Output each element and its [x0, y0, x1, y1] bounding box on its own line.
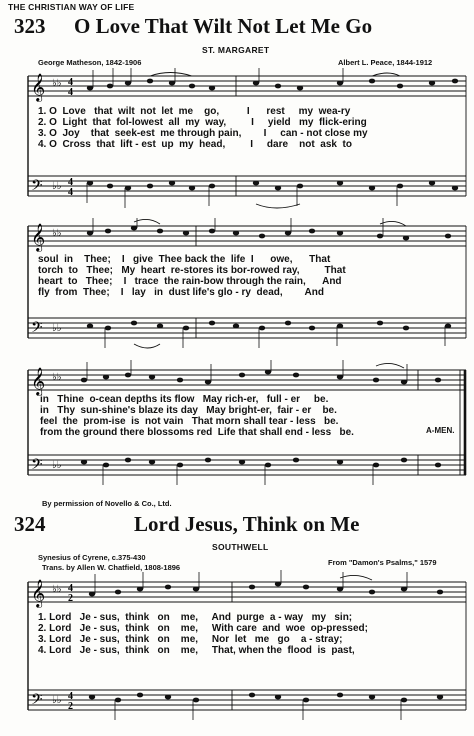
svg-text:♭♭: ♭♭ — [52, 323, 62, 334]
verse-line: 2. O Light that fol-lowest all my way, I yield my flick-ering — [38, 117, 367, 128]
treble-clef-icon: 𝄞 — [31, 367, 46, 395]
hymn-323-title: O Love That Wilt Not Let Me Go — [74, 14, 373, 38]
verse-line: 1. O Love that wilt not let me go, I rest my wea-ry — [38, 106, 351, 117]
bass-clef-icon: 𝄢 — [31, 691, 43, 712]
hymn-324-verses — [38, 612, 368, 656]
svg-text:♭♭: ♭♭ — [52, 228, 62, 239]
svg-text:4: 4 — [68, 87, 73, 98]
svg-text:2: 2 — [68, 593, 73, 604]
verse-line: soul in Thee; I give Thee back the life I owe, That — [38, 254, 331, 265]
hymn-324-title: Lord Jesus, Think on Me — [134, 512, 360, 536]
hymn-323-verses-system-1 — [38, 106, 368, 150]
bass-clef-icon: 𝄢 — [31, 177, 43, 198]
svg-text:♭♭: ♭♭ — [52, 78, 62, 89]
svg-text:4: 4 — [68, 177, 73, 188]
treble-clef-icon: 𝄞 — [31, 73, 46, 101]
hymn-324-tune-name: SOUTHWELL — [212, 542, 269, 552]
hymn-323-verses-system-2 — [38, 254, 346, 298]
svg-text:♭♭: ♭♭ — [52, 695, 62, 706]
verse-line: feel the prom-ise is not vain That morn shall tear - less be. — [40, 416, 339, 427]
verse-line: from the ground there blossoms red Life that shall end - less be. — [40, 427, 354, 438]
svg-text:4: 4 — [68, 187, 73, 198]
svg-text:4: 4 — [68, 691, 73, 702]
hymn-324-source: From "Damon's Psalms," 1579 — [328, 558, 437, 567]
svg-text:♭♭: ♭♭ — [52, 584, 62, 595]
treble-clef-icon: 𝄞 — [31, 223, 46, 251]
hymn-323-verses-system-3 — [40, 394, 354, 438]
svg-text:♭♭: ♭♭ — [52, 372, 62, 383]
verse-line: 1. Lord Je - sus, think on me, And purge a - way my sin; — [38, 612, 353, 623]
verse-line: 4. O Cross that lift - est up my head, I dare not ask to — [38, 139, 352, 150]
verse-line: 3. O Joy that seek-est me through pain, I can - not close my — [38, 128, 368, 139]
svg-text:♭♭: ♭♭ — [52, 181, 62, 192]
verse-line: 3. Lord Je - sus, think on me, Nor let me go a - stray; — [38, 634, 343, 645]
hymn-324-author: Synesius of Cyrene, c.375-430 — [38, 553, 146, 562]
verse-line: in Thy sun-shine's blaze its day May bright-er, fair - er be. — [40, 405, 337, 416]
svg-text:♭♭: ♭♭ — [52, 460, 62, 471]
verse-line: heart to Thee; I trace the rain-bow through the rain, And — [38, 276, 342, 287]
verse-line: fly from Thee; I lay in dust life's glo - ry dead, And — [38, 287, 324, 298]
bass-clef-icon: 𝄢 — [31, 319, 43, 340]
verse-line: 4. Lord Je - sus, think on me, That, when the flood is past, — [38, 645, 355, 656]
verse-line: 2. Lord Je - sus, think on me, With care and woe op-pressed; — [38, 623, 368, 634]
hymn-323-permission: By permission of Novello & Co., Ltd. — [42, 499, 172, 508]
hymn-324-translator: Trans. by Allen W. Chatfield, 1808-1896 — [42, 563, 181, 572]
svg-text:4: 4 — [68, 583, 73, 594]
treble-clef-icon: 𝄞 — [31, 579, 46, 607]
hymn-323-author: George Matheson, 1842-1906 — [38, 58, 142, 67]
hymn-323-composer: Albert L. Peace, 1844-1912 — [338, 58, 433, 67]
svg-text:2: 2 — [68, 701, 73, 712]
verse-line: torch to Thee; My heart re-stores its bor-rowed ray, That — [38, 265, 346, 276]
hymn-324-number: 324 — [14, 512, 46, 536]
amen-label: A-MEN. — [426, 426, 455, 435]
svg-text:4: 4 — [68, 77, 73, 88]
section-title: THE CHRISTIAN WAY OF LIFE — [8, 2, 135, 12]
hymn-323-number: 323 — [14, 14, 46, 38]
bass-clef-icon: 𝄢 — [31, 456, 43, 477]
verse-line: in Thine o-cean depths its flow May rich-er, full - er be. — [40, 394, 329, 405]
hymn-323-tune-name: ST. MARGARET — [202, 45, 270, 55]
